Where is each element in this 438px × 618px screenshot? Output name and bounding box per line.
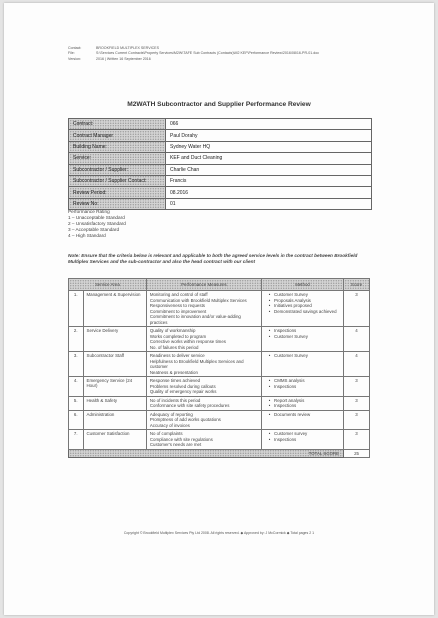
- measure-item: Readiness to deliver service: [149, 353, 205, 358]
- method-text: CMMS analysis: [274, 378, 305, 383]
- table-row: [69, 430, 370, 450]
- bullet-icon: •: [268, 292, 271, 297]
- methods: [262, 291, 344, 327]
- bullet-icon: •: [268, 431, 271, 436]
- measure-item: Responsiveness to requests: [149, 303, 205, 308]
- service-area: Customer Satisfaction: [83, 430, 146, 450]
- info-value: 08.2016: [166, 187, 372, 198]
- measure-item: Problems resolved during callouts: [149, 383, 216, 389]
- bullet-icon: •: [268, 397, 271, 403]
- score-value: 3: [344, 396, 370, 410]
- table-row: [69, 327, 370, 352]
- measure-item: Commitment to improvement: [149, 308, 207, 314]
- method-item: [265, 353, 340, 359]
- measure-item: Neatness & presentation: [149, 369, 198, 375]
- methods: [262, 396, 344, 410]
- method-text: Initiatives proposed: [274, 303, 312, 308]
- document-header: [68, 46, 319, 62]
- header-contact-value: BROOKFIELD MULTIPLEX SERVICES: [96, 46, 159, 50]
- header-version-label: Version:: [68, 56, 81, 61]
- measure-item: Works completed to program: [149, 333, 207, 339]
- performance-table-header: [69, 279, 370, 291]
- bullet-icon: •: [268, 297, 271, 303]
- row-number: 6.: [69, 410, 84, 430]
- info-value: Francis: [166, 175, 372, 186]
- methods: [262, 410, 344, 430]
- info-value: 066: [166, 119, 372, 130]
- methods: [262, 377, 344, 397]
- performance-measures: [146, 377, 261, 397]
- method-text: Customer Survey: [274, 292, 308, 297]
- info-label: Contract Manager: [69, 130, 166, 141]
- performance-table-body: [69, 291, 370, 458]
- methods: [262, 352, 344, 377]
- contract-info-table: [68, 118, 372, 210]
- info-row: [69, 130, 372, 141]
- measure-item: Conformance with site safety procedures: [149, 403, 230, 408]
- rating-item: 3 – Acceptable Standard: [68, 227, 120, 232]
- service-area: Emergency Service (24 Hour): [83, 377, 146, 397]
- row-number: 1.: [69, 291, 84, 327]
- contract-info-body: [69, 119, 372, 210]
- measure-item: Compliance with site regulations: [149, 436, 213, 442]
- service-area: Administration: [83, 410, 146, 430]
- criteria-note: Note: Ensure that the criteria below is relevant and applicable to both the agreed service levels in the contract between Brookfield Multiplex Services and the sub-contractor and also the head contract with our client: [68, 253, 358, 265]
- method-text: Customer survey: [274, 431, 308, 436]
- bullet-icon: •: [268, 333, 271, 339]
- method-text: Proposals Analysis: [274, 297, 311, 303]
- method-text: Customer Survey: [274, 353, 308, 358]
- info-row: [69, 175, 372, 186]
- score-value: 4: [344, 352, 370, 377]
- performance-rating-legend: [68, 209, 126, 239]
- score-value: 3: [344, 291, 370, 327]
- info-label: Building Name:: [69, 141, 166, 152]
- method-text: Inspections: [274, 403, 297, 408]
- header-file-value: S:\Services Current Contracts\Property Services\M2W\TAFE Sub Contracts (Contacts)\M2 KEF\Performance Review\2016\08\16-PR-01.doc: [96, 51, 320, 56]
- performance-measures: [146, 430, 261, 450]
- info-label: Review Period:: [69, 187, 166, 198]
- info-value: 01: [166, 198, 372, 209]
- col-score: Score: [344, 279, 370, 291]
- method-text: Inspections: [274, 436, 297, 442]
- col-service-area: Service Area: [69, 279, 147, 291]
- methods: [262, 327, 344, 352]
- info-row: [69, 164, 372, 175]
- header-version-row: [68, 57, 319, 62]
- table-row: [69, 291, 370, 327]
- method-item: [265, 437, 340, 443]
- rating-title: Performance Rating: [68, 209, 110, 214]
- info-label: Service:: [69, 153, 166, 164]
- rating-item: 2 – Unsatisfactory Standard: [68, 221, 126, 226]
- info-value: Charlie Chan: [166, 164, 372, 175]
- rating-item: 4 – High Standard: [68, 233, 106, 238]
- method-item: [265, 309, 340, 315]
- page-footer: Copyright © Brookfield Multiplex Services Pty Ltd 2008. All rights reserved. ◆ Approved by: J McCormick ◆ Total pages 2 1: [123, 531, 315, 535]
- info-row: [69, 141, 372, 152]
- method-text: Documents review: [274, 411, 311, 417]
- table-row: [69, 377, 370, 397]
- measure-item: Helpfulness to Brookfield Multiplex Services and customer: [149, 358, 244, 369]
- col-method: Method: [262, 279, 344, 291]
- service-area: Health & Safety: [83, 396, 146, 410]
- bullet-icon: •: [268, 353, 271, 358]
- bullet-icon: •: [268, 328, 271, 333]
- method-text: Demonstrated savings achieved: [274, 308, 337, 314]
- measure-item: Accuracy of invoices: [149, 422, 190, 428]
- bullet-icon: •: [268, 303, 271, 308]
- row-number: 3.: [69, 352, 84, 377]
- method-item: [265, 403, 340, 409]
- table-row: [69, 396, 370, 410]
- bullet-icon: •: [268, 308, 271, 314]
- score-value: 3: [344, 377, 370, 397]
- score-value: 3: [344, 430, 370, 450]
- measure-item: Promptness of add works quotations: [149, 417, 221, 422]
- service-area: Management & Supervision: [83, 291, 146, 327]
- header-file-label: File:: [68, 51, 75, 56]
- info-value: Sydney Water HQ: [166, 141, 372, 152]
- bullet-icon: •: [268, 378, 271, 383]
- table-row: [69, 410, 370, 430]
- measure-item: No of incidents this period: [149, 397, 201, 403]
- header-contact-label: Contact:: [68, 46, 82, 50]
- measure-item: Communication with Brookfield Multiplex Services: [149, 297, 247, 303]
- bullet-icon: •: [268, 383, 271, 389]
- row-number: 2.: [69, 327, 84, 352]
- info-value: KEF and Duct Cleaning: [166, 153, 372, 164]
- performance-table: [68, 278, 370, 458]
- row-number: 7.: [69, 430, 84, 450]
- info-row: [69, 153, 372, 164]
- performance-measures: [146, 410, 261, 430]
- info-row: [69, 187, 372, 198]
- methods: [262, 430, 344, 450]
- header-version-value: 2016 | Written 16 September 2016: [96, 56, 151, 61]
- measure-item: Commitment to innovation and/or value-adding practices: [149, 314, 241, 325]
- info-label: Review No:: [69, 198, 166, 209]
- info-label: Subcontractor / Supplier:: [69, 164, 166, 175]
- service-area: Subcontractor Staff: [83, 352, 146, 377]
- method-item: [265, 384, 340, 390]
- total-score-value: 25: [344, 449, 370, 457]
- method-item: [265, 334, 340, 340]
- info-value: Paul Dorahy: [166, 130, 372, 141]
- measure-item: Corrective works within response times: [149, 339, 226, 344]
- method-text: Inspections: [274, 383, 297, 389]
- rating-item: 1 – Unacceptable Standard: [68, 215, 125, 220]
- method-text: Report analysis: [274, 397, 305, 403]
- info-label: Contract:: [69, 119, 166, 130]
- bullet-icon: •: [268, 411, 271, 417]
- performance-measures: [146, 291, 261, 327]
- page-title: M2WATH Subcontractor and Supplier Performance Review: [127, 101, 311, 108]
- score-value: 4: [344, 327, 370, 352]
- service-area: Service Delivery: [83, 327, 146, 352]
- table-row: [69, 352, 370, 377]
- col-performance-measures: Performance Measures: [146, 279, 261, 291]
- measure-item: Quality of workmanship: [149, 328, 196, 333]
- info-row: [69, 119, 372, 130]
- measure-item: No. of failures this period: [149, 344, 199, 350]
- measure-item: Customer's needs are met: [149, 442, 202, 447]
- total-score-label: TOTAL SCORE: [69, 449, 344, 457]
- score-value: 3: [344, 410, 370, 430]
- total-row: [69, 449, 370, 457]
- method-item: [265, 412, 340, 418]
- method-text: Customer Survey: [274, 333, 308, 339]
- performance-measures: [146, 352, 261, 377]
- bullet-icon: •: [268, 436, 271, 442]
- measure-item: Monitoring and control of staff: [149, 292, 208, 297]
- measure-item: No of complaints: [149, 431, 183, 436]
- row-number: 5.: [69, 396, 84, 410]
- bullet-icon: •: [268, 403, 271, 408]
- row-number: 4.: [69, 377, 84, 397]
- measure-item: Quality of emergency repair works: [149, 389, 217, 394]
- measure-item: Adequacy of reporting: [149, 411, 193, 417]
- info-row: [69, 198, 372, 209]
- performance-measures: [146, 396, 261, 410]
- measure-item: Response times achieved: [149, 378, 201, 383]
- method-text: Inspections: [274, 328, 297, 333]
- info-label: Subcontractor / Supplier Contact:: [69, 175, 166, 186]
- performance-measures: [146, 327, 261, 352]
